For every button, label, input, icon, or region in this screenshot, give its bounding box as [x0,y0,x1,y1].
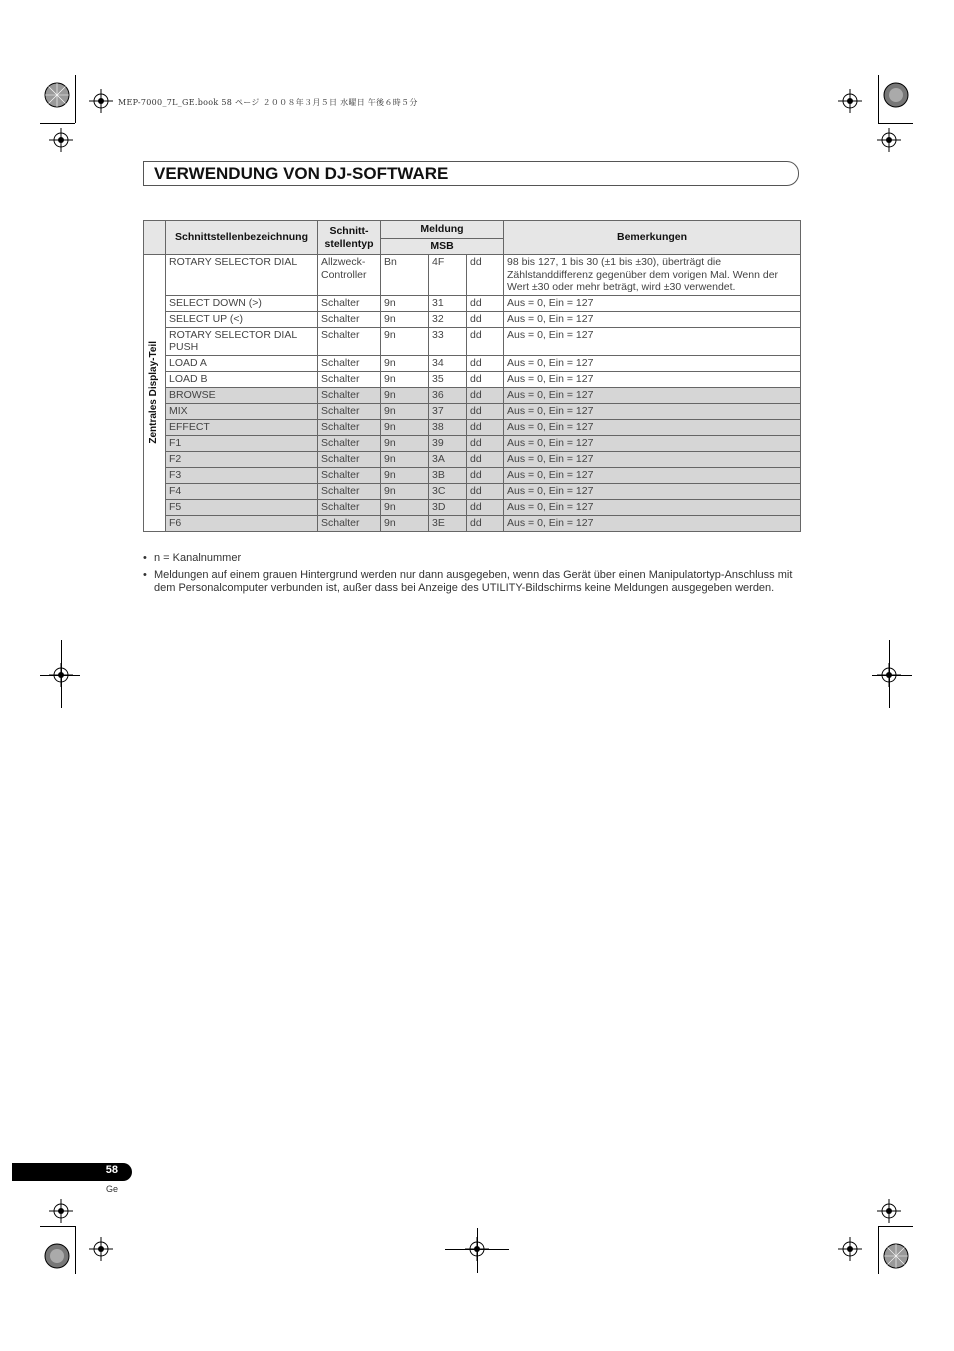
cell-data: dd [467,467,504,483]
table-row [144,483,801,499]
bullet: • [143,568,147,581]
cell-name: LOAD A [166,355,318,371]
cell-data: dd [467,355,504,371]
cell-status: 9n [381,327,429,355]
table-row [144,255,801,296]
cell-name: ROTARY SELECTOR DIAL PUSH [166,327,318,355]
crop-mark [878,75,879,123]
crosshair-icon [877,128,901,152]
crosshair-icon [89,89,113,113]
cell-type: Schalter [318,371,381,387]
cell-msb: 3E [429,515,467,531]
table-row [144,387,801,403]
header-type: Schnitt- stellentyp [318,221,381,255]
header-remarks: Bemerkungen [504,221,801,255]
cell-msb: 3B [429,467,467,483]
cell-status: 9n [381,483,429,499]
cell-msb: 33 [429,327,467,355]
note-item [143,569,803,596]
crosshair-icon [877,1199,901,1223]
cell-name: EFFECT [166,419,318,435]
page-title: VERWENDUNG VON DJ-SOFTWARE [154,164,449,183]
cell-type: Schalter [318,451,381,467]
cell-data: dd [467,499,504,515]
cell-status: 9n [381,451,429,467]
cell-name: F2 [166,451,318,467]
cell-data: dd [467,419,504,435]
cell-type: Schalter [318,499,381,515]
print-info-line: MEP-7000_7L_GE.book 58 ページ ２００８年３月５日 水曜日 午後６時５分 [118,98,418,107]
cell-type: Schalter [318,327,381,355]
section-title-bar [143,161,799,186]
cell-name: F6 [166,515,318,531]
crop-mark [878,1226,913,1227]
crop-mark [40,123,75,124]
cell-msb: 4F [429,255,467,296]
cell-status: 9n [381,419,429,435]
cell-remark: Aus = 0, Ein = 127 [504,435,801,451]
crop-mark [889,640,890,708]
cell-data: dd [467,327,504,355]
cell-data: dd [467,311,504,327]
cell-remark: Aus = 0, Ein = 127 [504,403,801,419]
cell-remark: Aus = 0, Ein = 127 [504,483,801,499]
cell-name: MIX [166,403,318,419]
table-row [144,467,801,483]
note-text: n = Kanalnummer [154,552,242,564]
table-row [144,295,801,311]
cell-name: F3 [166,467,318,483]
crop-mark [477,1228,478,1273]
page-number-tab [12,1163,132,1181]
header-message: Meldung [381,221,504,239]
cell-msb: 34 [429,355,467,371]
table-row [144,371,801,387]
crop-mark [878,1226,879,1274]
cell-type: Schalter [318,467,381,483]
cell-remark: 98 bis 127, 1 bis 30 (±1 bis ±30), überträgt die Zählstanddifferenz gegenüber dem vorigen Mal. Wenn der Wert ±30 oder mehr beträgt, wird ±30 verwendet. [504,255,801,296]
cell-msb: 31 [429,295,467,311]
cell-name: SELECT DOWN (>) [166,295,318,311]
cell-remark: Aus = 0, Ein = 127 [504,327,801,355]
notes-list [143,552,803,599]
cell-name: BROWSE [166,387,318,403]
cell-status: 9n [381,403,429,419]
cell-data: dd [467,295,504,311]
cell-type: Schalter [318,483,381,499]
page-number: 58 [105,1164,118,1176]
cell-remark: Aus = 0, Ein = 127 [504,451,801,467]
header-msb: MSB [381,239,504,255]
table-row [144,451,801,467]
cell-msb: 39 [429,435,467,451]
table-row [144,327,801,355]
cell-remark: Aus = 0, Ein = 127 [504,355,801,371]
cell-status: 9n [381,515,429,531]
cell-status: 9n [381,499,429,515]
cell-remark: Aus = 0, Ein = 127 [504,419,801,435]
cell-msb: 3C [429,483,467,499]
cell-status: 9n [381,311,429,327]
table-row [144,403,801,419]
cell-data: dd [467,387,504,403]
table-row [144,515,801,531]
registration-target-icon [883,1243,909,1269]
cell-data: dd [467,515,504,531]
crop-mark [40,1226,75,1227]
cell-remark: Aus = 0, Ein = 127 [504,371,801,387]
cell-msb: 37 [429,403,467,419]
cell-name: F4 [166,483,318,499]
cell-name: F1 [166,435,318,451]
cell-remark: Aus = 0, Ein = 127 [504,515,801,531]
registration-target-icon [44,1243,70,1269]
cell-msb: 32 [429,311,467,327]
registration-target-icon [44,82,70,108]
cell-msb: 36 [429,387,467,403]
table-row [144,435,801,451]
cell-status: Bn [381,255,429,296]
cell-data: dd [467,435,504,451]
cell-data: dd [467,483,504,499]
section-side-label-cell [144,255,166,532]
cell-name: LOAD B [166,371,318,387]
cell-name: F5 [166,499,318,515]
crop-mark [75,75,76,123]
crop-mark [872,675,912,676]
cell-type: Schalter [318,515,381,531]
cell-msb: 38 [429,419,467,435]
section-side-label: Zentrales Display-Teil [147,341,159,445]
cell-msb: 3A [429,451,467,467]
cell-type: Schalter [318,435,381,451]
cell-data: dd [467,371,504,387]
cell-remark: Aus = 0, Ein = 127 [504,499,801,515]
cell-name: SELECT UP (<) [166,311,318,327]
cell-type: Schalter [318,311,381,327]
cell-remark: Aus = 0, Ein = 127 [504,295,801,311]
cell-type: Schalter [318,355,381,371]
cell-status: 9n [381,467,429,483]
crop-mark [40,675,80,676]
cell-status: 9n [381,387,429,403]
cell-msb: 3D [429,499,467,515]
crosshair-icon [89,1237,113,1261]
crop-mark [878,123,913,124]
blank-header-cell [144,221,166,255]
note-item [143,552,803,566]
cell-type: Allzweck- Controller [318,255,381,296]
cell-msb: 35 [429,371,467,387]
crop-mark [75,1226,76,1274]
cell-data: dd [467,255,504,296]
midi-message-table [143,220,801,532]
cell-type: Schalter [318,419,381,435]
header-name: Schnittstellenbezeichnung [166,221,318,255]
crosshair-icon [838,1237,862,1261]
crosshair-icon [838,89,862,113]
cell-remark: Aus = 0, Ein = 127 [504,467,801,483]
cell-status: 9n [381,435,429,451]
crop-mark [61,640,62,708]
note-text: Meldungen auf einem grauen Hintergrund werden nur dann ausgegeben, wenn das Gerät über einen Manipulatortyp-Anschluss mit dem Personalcomputer verbunden ist, außer dass bei Anzeige des UTILITY-Bildschirms keine Meldungen ausgegeben werden. [154,568,793,594]
registration-target-icon [883,82,909,108]
table-row [144,419,801,435]
cell-remark: Aus = 0, Ein = 127 [504,311,801,327]
cell-data: dd [467,403,504,419]
language-code: Ge [106,1184,119,1194]
cell-type: Schalter [318,387,381,403]
cell-name: ROTARY SELECTOR DIAL [166,255,318,296]
cell-status: 9n [381,371,429,387]
cell-status: 9n [381,355,429,371]
cell-status: 9n [381,295,429,311]
cell-data: dd [467,451,504,467]
crosshair-icon [49,128,73,152]
table-row [144,311,801,327]
cell-remark: Aus = 0, Ein = 127 [504,387,801,403]
cell-type: Schalter [318,403,381,419]
crosshair-icon [49,1199,73,1223]
bullet: • [143,552,147,564]
cell-type: Schalter [318,295,381,311]
table-row [144,355,801,371]
table-row [144,499,801,515]
table-body [144,255,801,532]
